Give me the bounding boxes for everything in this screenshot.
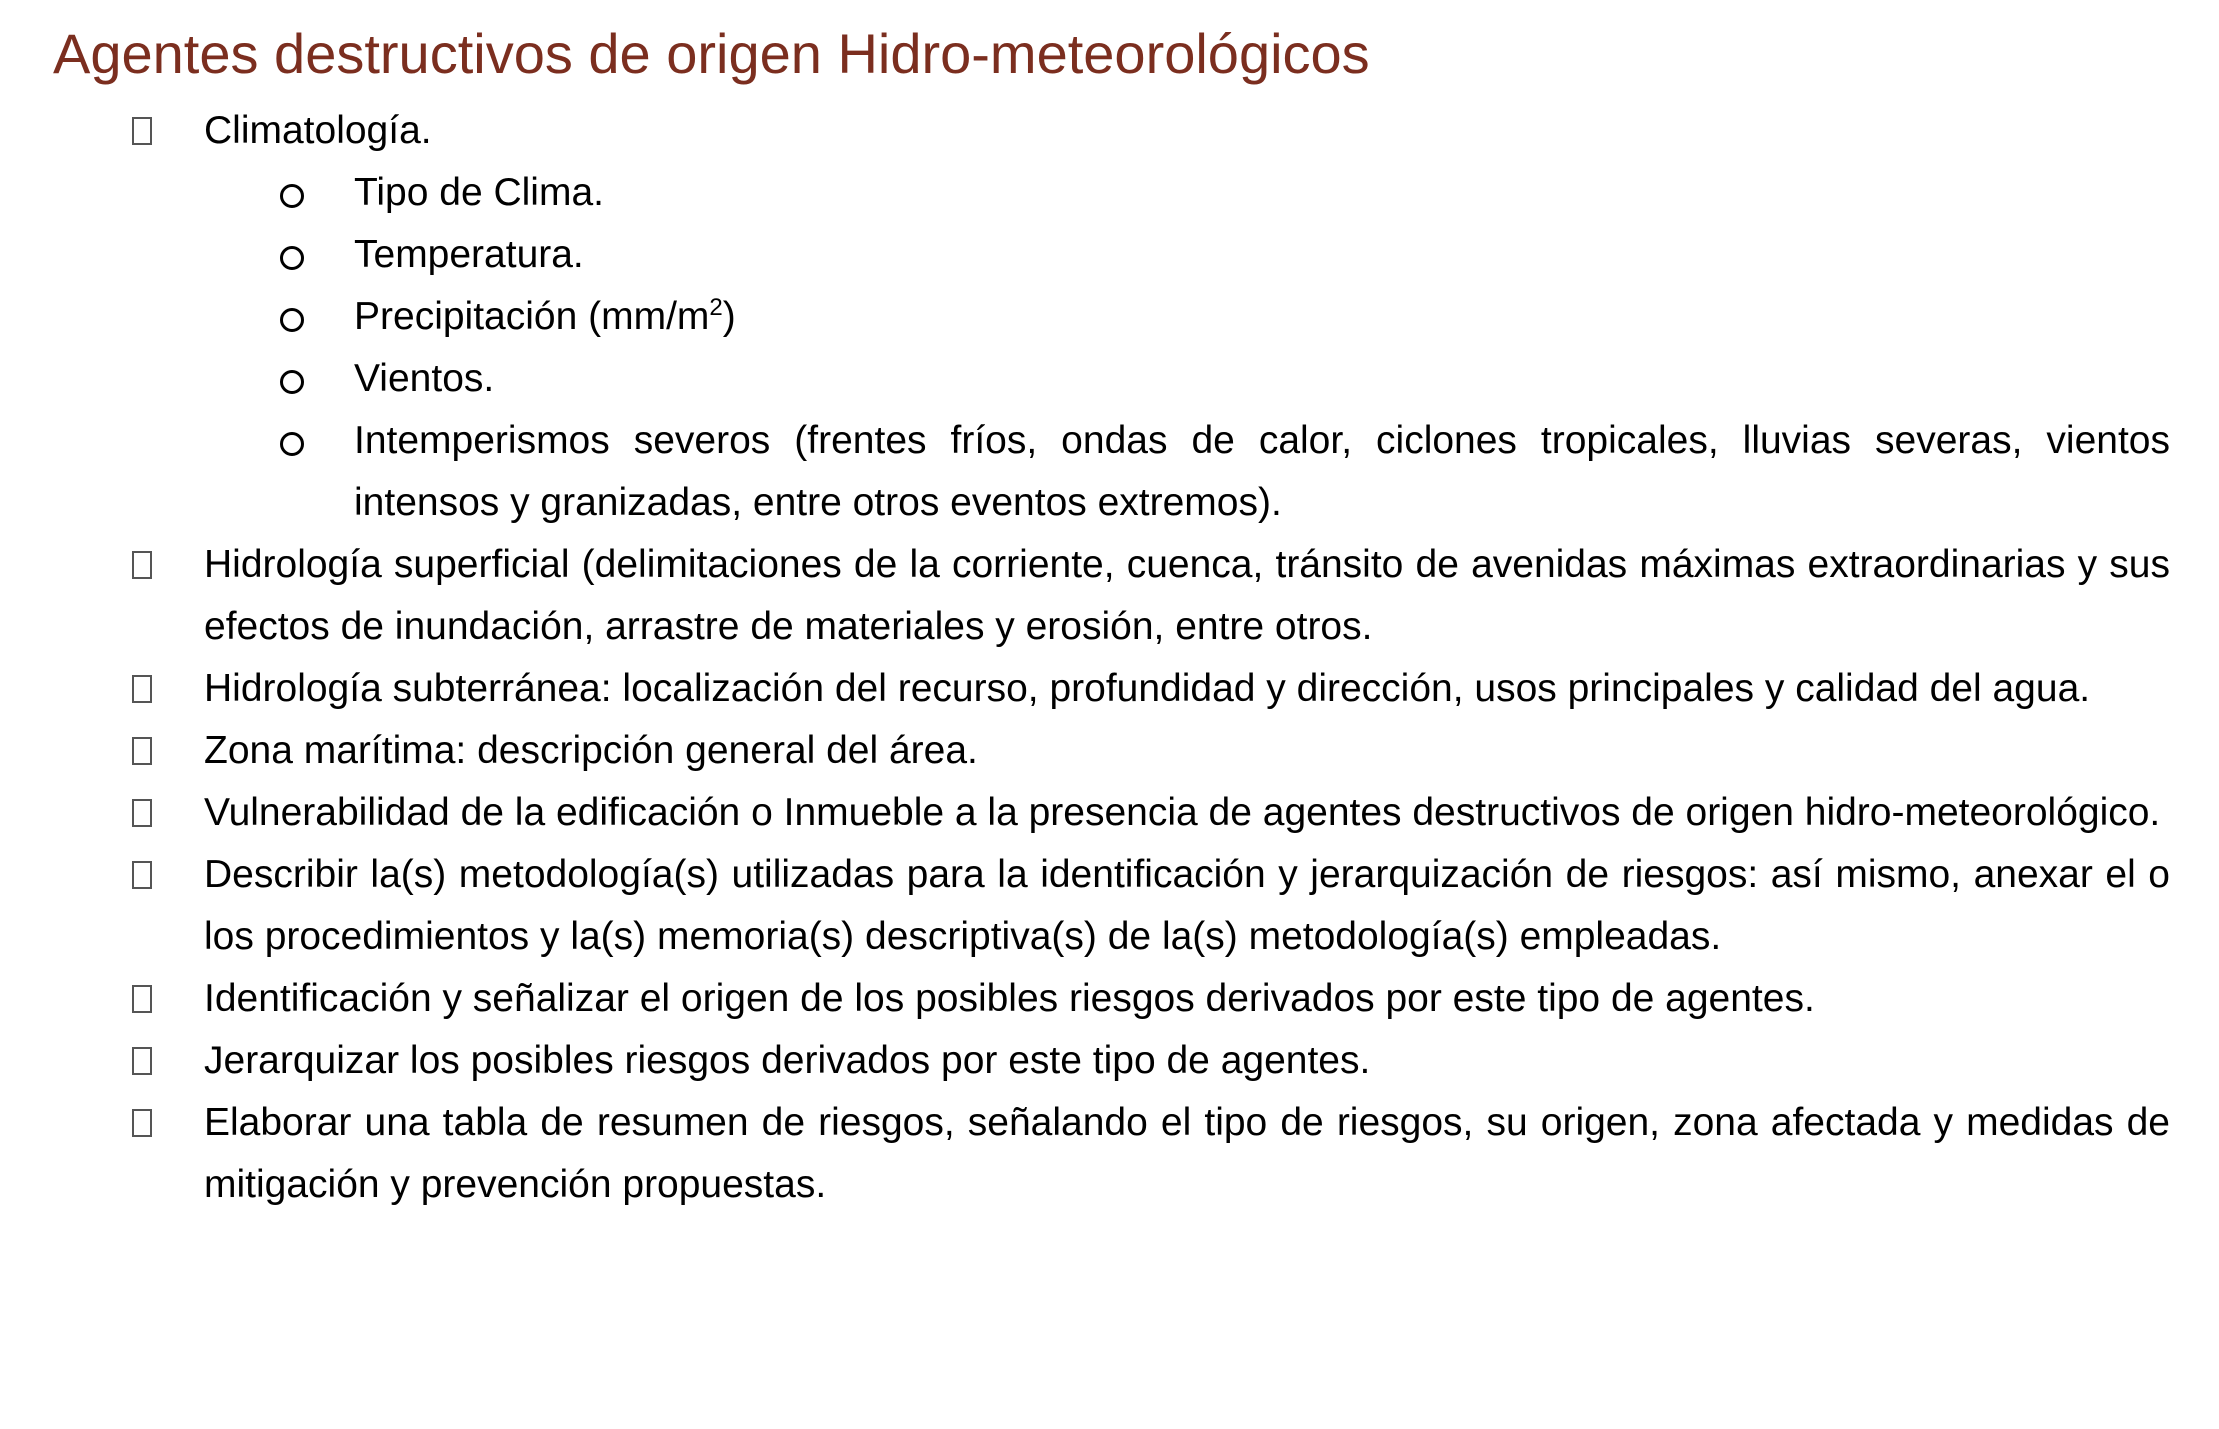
list-item-text: Identificación y señalizar el origen de los posibles riesgos derivados por este tipo de agentes. bbox=[204, 977, 1815, 1020]
circle-bullet-icon bbox=[280, 432, 304, 456]
list-item-vulnerabilidad bbox=[0, 782, 2219, 844]
requirements-list bbox=[0, 100, 2219, 1216]
list-item-text: Hidrología superficial (delimitaciones de la corriente, cuenca, tránsito de avenidas máximas extraordinarias y sus efectos de inundación, arrastre de materiales y erosión, entre otros. bbox=[204, 543, 2170, 648]
sublist-item-precipitacion bbox=[0, 286, 2219, 348]
list-item-tabla-resumen bbox=[0, 1092, 2219, 1216]
sublist-item-text: Vientos. bbox=[354, 357, 495, 400]
sublist-item-text: Temperatura. bbox=[354, 233, 584, 276]
list-item-metodologia bbox=[0, 844, 2219, 968]
square-bullet-icon bbox=[132, 551, 152, 579]
list-item-jerarquizar bbox=[0, 1030, 2219, 1092]
sublist-item-text: Tipo de Clima. bbox=[354, 171, 604, 214]
list-item-text: Vulnerabilidad de la edificación o Inmueble a la presencia de agentes destructivos de origen hidro-meteorológico. bbox=[204, 791, 2161, 834]
list-item-text: Jerarquizar los posibles riesgos derivados por este tipo de agentes. bbox=[204, 1039, 1371, 1082]
sublist-item-tipo-clima bbox=[0, 162, 2219, 224]
list-item-climatologia bbox=[0, 100, 2219, 534]
list-item-zona-maritima bbox=[0, 720, 2219, 782]
list-item-text: Elaborar una tabla de resumen de riesgos, señalando el tipo de riesgos, su origen, zona afectada y medidas de mitigación y prevención propuestas. bbox=[204, 1101, 2170, 1206]
circle-bullet-icon bbox=[280, 246, 304, 270]
sublist-item-vientos bbox=[0, 348, 2219, 410]
precipitacion-label: Precipitación (mm/m bbox=[354, 295, 710, 338]
list-item-hidrologia-subterranea bbox=[0, 658, 2219, 720]
square-bullet-icon bbox=[132, 799, 152, 827]
list-item-text: Describir la(s) metodología(s) utilizadas para la identificación y jerarquización de riesgos: así mismo, anexar el o los procedimientos y la(s) memoria(s) descriptiva(s) de la(s) metodología(s) empleadas. bbox=[204, 853, 2170, 958]
superscript-two: 2 bbox=[709, 294, 723, 321]
square-bullet-icon bbox=[132, 1109, 152, 1137]
sublist-item-text bbox=[354, 286, 2170, 348]
list-item-text: Climatología. bbox=[204, 109, 432, 152]
closing-paren: ) bbox=[722, 295, 736, 338]
sublist-item-text: Intemperismos severos (frentes fríos, ondas de calor, ciclones tropicales, lluvias severas, vientos intensos y granizadas, entre otros eventos extremos). bbox=[354, 419, 2170, 524]
circle-bullet-icon bbox=[280, 308, 304, 332]
list-item-identificacion bbox=[0, 968, 2219, 1030]
square-bullet-icon bbox=[132, 117, 152, 145]
list-item-text: Zona marítima: descripción general del área. bbox=[204, 729, 978, 772]
circle-bullet-icon bbox=[280, 370, 304, 394]
sublist-item-temperatura bbox=[0, 224, 2219, 286]
sublist-item-intemperismos bbox=[0, 410, 2219, 534]
square-bullet-icon bbox=[132, 1047, 152, 1075]
list-item-text: Hidrología subterránea: localización del recurso, profundidad y dirección, usos principales y calidad del agua. bbox=[204, 667, 2091, 710]
section-heading: Agentes destructivos de origen Hidro-meteorológicos bbox=[53, 22, 1370, 85]
circle-bullet-icon bbox=[280, 184, 304, 208]
square-bullet-icon bbox=[132, 985, 152, 1013]
climatologia-sublist bbox=[0, 162, 2219, 534]
square-bullet-icon bbox=[132, 675, 152, 703]
list-item-hidrologia-superficial bbox=[0, 534, 2219, 658]
square-bullet-icon bbox=[132, 861, 152, 889]
square-bullet-icon bbox=[132, 737, 152, 765]
